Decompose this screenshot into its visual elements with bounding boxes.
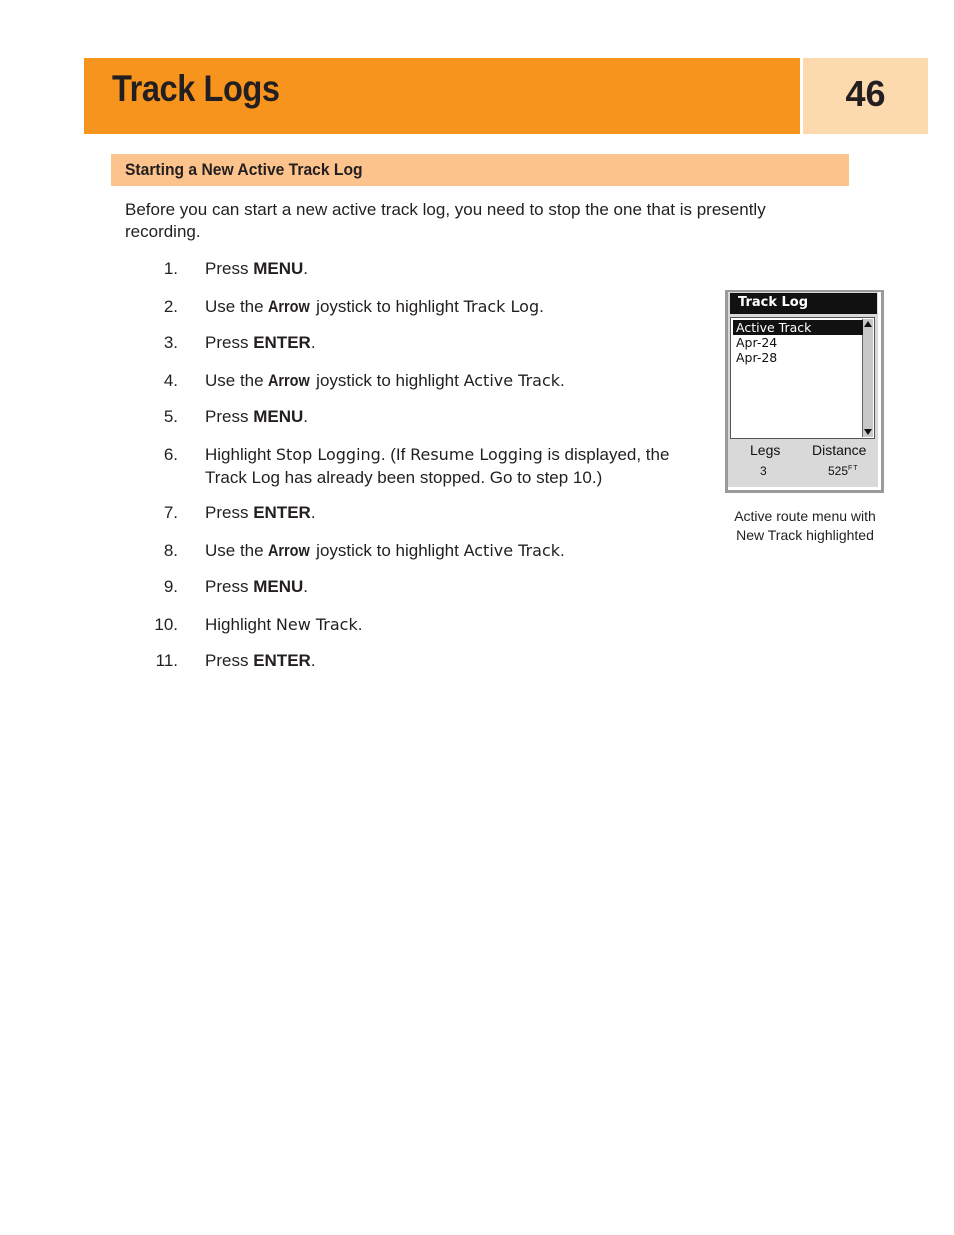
device-screenshot	[725, 290, 884, 493]
step-text	[205, 501, 695, 524]
section-title: Starting a New Active Track Log	[125, 160, 363, 179]
device-scrollbar	[862, 319, 873, 437]
menu-option-name: Stop Logging	[275, 445, 381, 464]
step-text-fragment: .	[310, 333, 316, 352]
step-number: 8.	[163, 541, 178, 560]
device-list-item: Apr-28	[736, 350, 778, 365]
figure-caption	[712, 507, 898, 545]
step-number: 9.	[163, 577, 178, 596]
step-text-fragment: Press	[205, 407, 254, 426]
step-text-fragment: .	[310, 651, 316, 670]
step-number: 3.	[163, 333, 178, 352]
step-text	[205, 405, 695, 428]
key-name: MENU	[253, 577, 304, 596]
chapter-title: Track Logs	[112, 68, 280, 109]
step-text-fragment: is displayed, the Track Log has already been stopped. Go to step 10.)	[205, 445, 670, 487]
distance-label: Distance	[812, 442, 867, 458]
device-title: Track Log	[738, 295, 809, 310]
step-text-fragment: Highlight	[205, 615, 276, 634]
chapter-header	[84, 58, 800, 134]
device-list-item: Active Track	[733, 320, 863, 335]
caption-line-2: New Track highlighted	[736, 527, 874, 543]
scroll-up-arrow-icon	[864, 321, 872, 327]
step-number: 7.	[163, 503, 178, 522]
step-number: 6.	[163, 445, 178, 464]
section-header	[111, 154, 849, 186]
device-screen	[728, 292, 881, 490]
key-name: ENTER	[253, 503, 311, 522]
distance-unit: FT	[848, 465, 859, 472]
distance-value-wrap	[828, 464, 859, 478]
device-list-item: Apr-24	[736, 335, 778, 350]
scroll-down-arrow-icon	[864, 429, 872, 435]
step-text	[205, 539, 695, 562]
menu-option-name: Active Track	[463, 541, 561, 560]
step-text	[205, 575, 695, 598]
intro-paragraph: Before you can start a new active track log, you need to stop the one that is presently recording.	[125, 200, 766, 241]
key-name: ENTER	[253, 333, 311, 352]
key-name: ENTER	[253, 651, 311, 670]
step-number: 11.	[155, 651, 178, 670]
device-titlebar	[730, 293, 877, 314]
legs-value: 3	[760, 464, 767, 478]
key-name: Arrow	[268, 371, 311, 390]
step-text-fragment: Press	[205, 577, 254, 596]
step-number: 2.	[163, 297, 178, 316]
page-number: 46	[845, 73, 886, 114]
key-name: MENU	[253, 259, 304, 278]
step-number: 5.	[163, 407, 178, 426]
legs-label: Legs	[750, 442, 781, 458]
step-text-fragment: joystick to highlight	[311, 371, 464, 390]
step-text-fragment: .	[560, 371, 565, 390]
step-text	[205, 257, 695, 280]
menu-option-name: New Track	[275, 615, 358, 634]
step-text-fragment: Use the	[205, 541, 269, 560]
key-name: MENU	[253, 407, 304, 426]
step-text-fragment: Press	[205, 503, 254, 522]
step-text-fragment: .	[303, 259, 308, 278]
step-text-fragment: .	[539, 297, 544, 316]
step-text	[205, 443, 695, 489]
step-number: 10.	[154, 615, 178, 634]
menu-option-name: Resume Logging	[410, 445, 543, 464]
step-text-fragment: joystick to highlight	[311, 541, 464, 560]
step-number: 1.	[163, 259, 178, 278]
step-text-fragment: .	[303, 407, 308, 426]
caption-line-1: Active route menu with	[734, 508, 876, 524]
step-text-fragment: Press	[205, 259, 254, 278]
device-track-list	[730, 317, 875, 439]
distance-value: 525	[828, 464, 849, 478]
step-text	[205, 295, 695, 318]
step-text-fragment: Use the	[205, 297, 269, 316]
key-name: Arrow	[268, 297, 311, 316]
page-number-box	[803, 58, 928, 134]
device-stats	[730, 442, 877, 484]
step-text-fragment: Press	[205, 333, 254, 352]
step-text-fragment: . (If	[380, 445, 411, 464]
step-text-fragment: .	[310, 503, 316, 522]
step-text-fragment: .	[303, 577, 308, 596]
step-text-fragment: Press	[205, 651, 254, 670]
step-text-fragment: .	[560, 541, 565, 560]
step-text-fragment: Highlight	[205, 445, 276, 464]
menu-option-name: Track Log	[463, 297, 540, 316]
key-name: Arrow	[268, 541, 311, 560]
step-number: 4.	[163, 371, 178, 390]
step-text-fragment: .	[357, 615, 363, 634]
step-text	[205, 649, 695, 672]
menu-option-name: Active Track	[463, 371, 561, 390]
step-text-fragment: Use the	[205, 371, 269, 390]
step-text	[205, 369, 695, 392]
step-text-fragment: joystick to highlight	[311, 297, 464, 316]
step-text	[205, 331, 695, 354]
step-text	[205, 613, 695, 636]
